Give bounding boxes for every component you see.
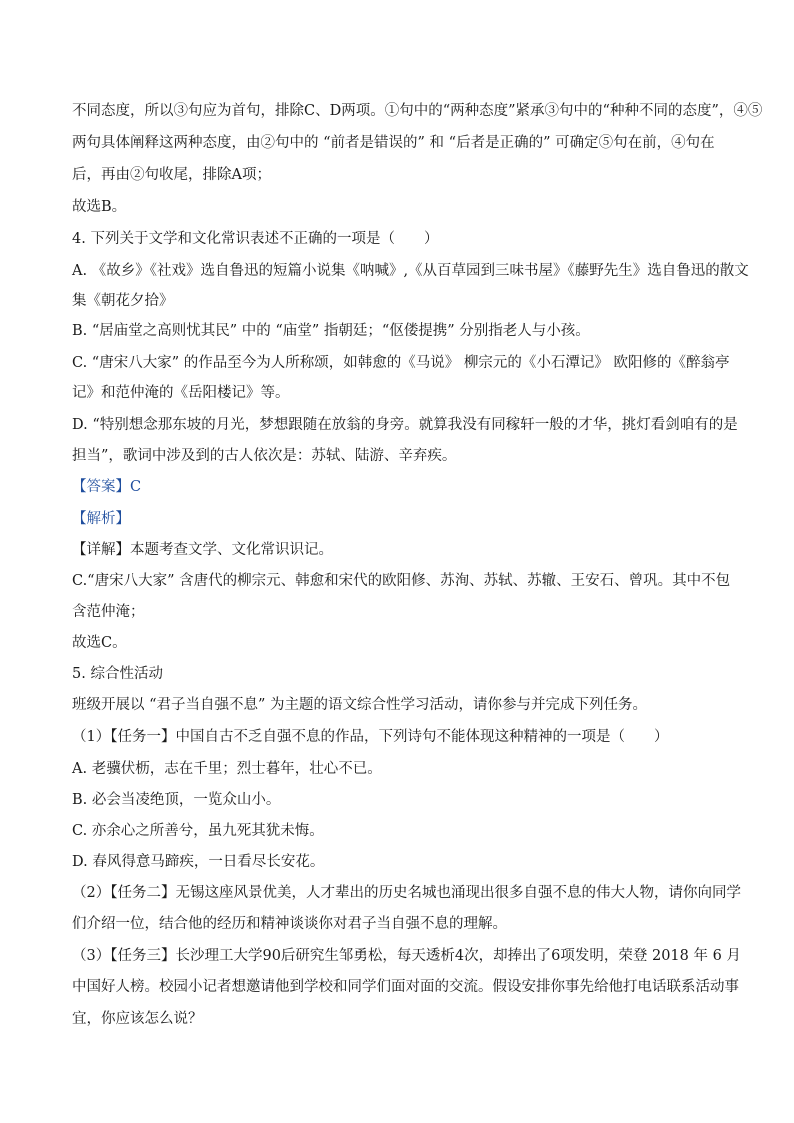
option-c-line: 记》和范仲淹的《岳阳楼记》等。: [72, 385, 290, 401]
analysis-label: 【解析】: [72, 511, 130, 527]
task-3-line: 中国好人榜。校园小记者想邀请他到学校和同学们面对面的交流。假设安排你事先给他打电话联系活动事: [72, 979, 739, 995]
option-a-line: 集《朝花夕拾》: [72, 293, 174, 309]
task-1-option-a: A. 老骥伏枥，志在千里；烈士暮年，壮心不已。: [72, 761, 382, 777]
task-3-line: 宜，你应该怎么说？: [72, 1011, 203, 1027]
activity-intro: 班级开展以 “君子当自强不息” 为主题的语文综合性学习活动，请你参与并完成下列任务。: [72, 697, 648, 713]
task-1-option-d: D. 春风得意马蹄疾，一日看尽长安花。: [72, 854, 325, 870]
task-3-line: （3）【任务三】长沙理工大学90后研究生邹勇松，每天透析4次，却捧出了6项发明，荣登 2018 年 6 月: [72, 948, 741, 964]
detail-line: C.“唐宋八大家” 含唐代的柳宗元、韩愈和宋代的欧阳修、苏洵、苏轼、苏辙、王安石、曾巩。其中不包: [72, 573, 731, 589]
detail-line: 含范仲淹；: [72, 604, 145, 620]
answer-label: 【答案】C: [72, 479, 142, 495]
option-d-line: D. “特别想念那东坡的月光，梦想跟随在放翁的身旁。就算我没有同稼轩一般的才华，挑灯看剑咱有的是: [72, 417, 738, 433]
option-b-line: B. “居庙堂之高则忧其民” 中的 “庙堂” 指朝廷；“伛偻提携” 分别指老人与小孩。: [72, 323, 590, 339]
paragraph-line: 两句具体阐释这两种态度，由②句中的 “前者是错误的” 和 “后者是正确的” 可确定⑤句在前，④句在: [72, 135, 715, 151]
question-4-stem: 4. 下列关于文学和文化常识表述不正确的一项是（ ）: [72, 231, 439, 247]
task-1-stem: （1）【任务一】中国自古不乏自强不息的作品，下列诗句不能体现这种精神的一项是（ ）: [72, 729, 669, 745]
option-d-line: 担当”，歌词中涉及到的古人依次是：苏轼、陆游、辛弃疾。: [72, 448, 457, 464]
task-1-option-c: C. 亦余心之所善兮，虽九死其犹未悔。: [72, 823, 324, 839]
paragraph-line: 故选B。: [72, 199, 127, 215]
task-2-line: （2）【任务二】无锡这座风景优美，人才辈出的历史名城也涌现出很多自强不息的伟大人物，请你向同学: [72, 885, 741, 901]
task-2-line: 们介绍一位，结合他的经历和精神谈谈你对君子当自强不息的理解。: [72, 916, 507, 932]
detail-line: 【详解】本题考查文学、文化常识识记。: [72, 542, 333, 558]
paragraph-line: 后，再由②句收尾，排除A项；: [72, 167, 271, 183]
detail-line: 故选C。: [72, 635, 127, 651]
paragraph-line: 不同态度，所以③句应为首句，排除C、D两项。①句中的“两种态度”紧承③句中的“种种不同的态度”，④⑤: [72, 103, 763, 119]
option-a-line: A. 《故乡》《社戏》选自鲁迅的短篇小说集《呐喊》,《从百草园到三味书屋》《藤野先生》选自鲁迅的散文: [72, 263, 749, 279]
question-5-stem: 5. 综合性活动: [72, 666, 163, 682]
option-c-line: C. “唐宋八大家” 的作品至今为人所称颂，如韩愈的《马说》 柳宗元的《小石潭记》 欧阳修的《醉翁亭: [72, 355, 730, 371]
task-1-option-b: B. 必会当凌绝顶，一览众山小。: [72, 792, 281, 808]
